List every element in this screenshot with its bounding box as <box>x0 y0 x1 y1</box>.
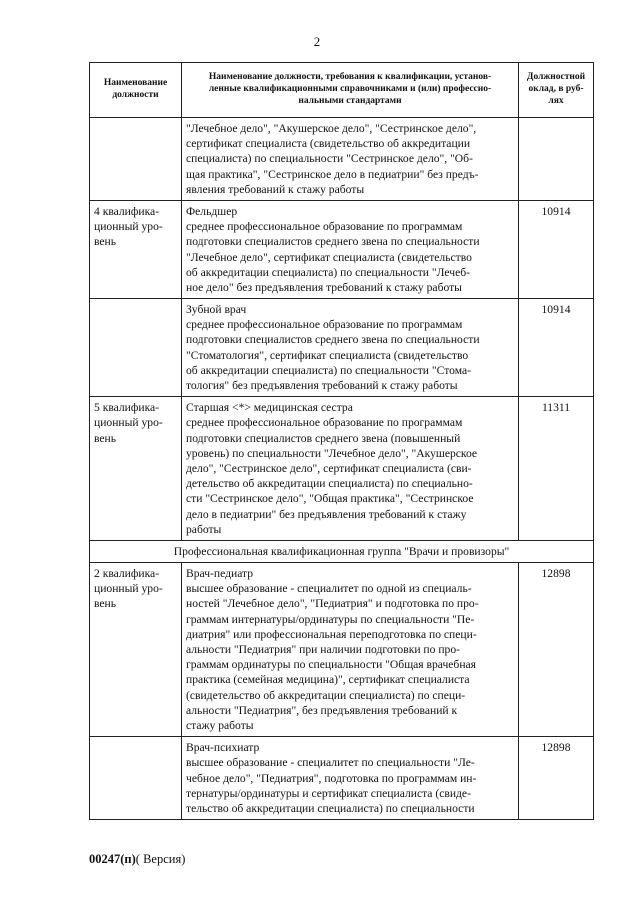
header-text-line: лях <box>548 95 564 106</box>
requirements-text-line: специалиста) по специальности "Сестринское дело", "Об- <box>186 152 473 166</box>
requirements-text-line: явления требований к стажу работы <box>186 182 365 196</box>
header-salary <box>519 63 594 118</box>
table-row <box>90 737 594 820</box>
requirements-text-line: работы <box>186 522 222 536</box>
professional-group-title: Профессиональная квалификационная группа "Врачи и провизоры" <box>90 540 594 562</box>
requirements-text-line: чебное дело", "Педиатрия", подготовка по программам ин- <box>186 771 477 785</box>
group-title-row <box>90 540 594 562</box>
requirements-text-line: Зубной врач <box>186 303 247 317</box>
qualification-level-line: ционный уро- <box>94 220 163 234</box>
table-row <box>90 397 594 541</box>
requirements-text-line: "Лечебное дело", сертификат специалиста (свидетельство <box>186 250 472 264</box>
requirements-text-line: стажу работы <box>186 718 254 732</box>
table-body <box>90 118 594 820</box>
qualification-level-cell <box>90 200 182 298</box>
header-text-line: Наименование должности, требования к квалификации, установ- <box>208 72 492 83</box>
position-requirements-cell <box>182 299 519 397</box>
requirements-text-line: среднее профессиональное образование по программам <box>186 416 463 430</box>
header-text-line: ленные квалификационными справочниками и (или) профессио- <box>208 84 492 95</box>
table-header-row <box>90 63 594 118</box>
document-version: ( Версия) <box>135 852 186 866</box>
table-row <box>90 118 594 201</box>
requirements-text-line: диатрия" или профессиональная переподготовка по специ- <box>186 627 477 641</box>
salary-cell <box>519 118 594 201</box>
requirements-text-line: альности "Педиатрия" при наличии подготовки по про- <box>186 643 460 656</box>
requirements-text-line: среднее профессиональное образование по программам <box>186 220 463 234</box>
qualification-level-cell <box>90 299 182 397</box>
requirements-text-line: Фельдшер <box>186 204 238 218</box>
salary-cell: 11311 <box>519 397 594 541</box>
requirements-text-line: среднее профессиональное образование по программам <box>186 318 463 332</box>
qualification-level-line: 5 квалифика- <box>94 401 160 415</box>
position-requirements-cell <box>182 563 519 737</box>
salary-cell: 10914 <box>519 200 594 298</box>
header-requirements <box>182 63 519 118</box>
qualification-level-line: вень <box>94 235 117 249</box>
requirements-text-line: тология" без предъявления требований к стажу работы <box>186 379 458 392</box>
header-text-line: оклад, в руб- <box>528 84 584 95</box>
requirements-text-line: граммам ординатуры по специальности "Общая врачебная <box>186 658 477 672</box>
requirements-text-line: подготовки специалистов среднего звена по специальности <box>186 333 480 347</box>
requirements-text-line: Старшая <*> медицинская сестра <box>186 401 353 415</box>
requirements-text-line: "Стоматология", сертификат специалиста (свидетельство <box>186 348 469 362</box>
requirements-text-line: (свидетельство об аккредитации специалиста) по специ- <box>186 688 466 702</box>
qualification-level-line: 4 квалифика- <box>94 204 160 218</box>
requirements-text-line: об аккредитации специалиста) по специальности "Стома- <box>186 363 471 377</box>
requirements-text-line: подготовки специалистов среднего звена (повышенный <box>186 431 461 445</box>
header-position-name <box>90 63 182 118</box>
requirements-text-line: высшее образование - специалитет по специальности "Ле- <box>186 756 475 770</box>
requirements-text-line: дело", "Сестринское дело", сертификат специалиста (сви- <box>186 461 472 475</box>
requirements-text-line: ностей "Лечебное дело", "Педиатрия" и подготовка по про- <box>186 597 479 611</box>
qualification-level-line: ционный уро- <box>94 582 163 596</box>
table-row <box>90 299 594 397</box>
requirements-text-line: сти "Сестринское дело", "Общая практика", "Сестринское <box>186 492 474 506</box>
requirements-text-line: дело в педиатрии" без предъявления требований к стажу <box>186 507 467 521</box>
requirements-text-line: щая практика", "Сестринское дело в педиатрии" без предъ- <box>186 167 479 181</box>
qualification-table <box>89 62 594 820</box>
header-text-line: нальными стандартами <box>298 95 402 106</box>
table-row <box>90 563 594 737</box>
document-code: 00247(п) <box>89 852 136 866</box>
header-text-line: Наименование <box>103 78 168 89</box>
requirements-text-line: детельство об аккредитации специалиста) по специально- <box>186 477 473 491</box>
position-requirements-cell <box>182 737 519 820</box>
qualification-level-cell <box>90 118 182 201</box>
requirements-text-line: подготовки специалистов среднего звена по специальности <box>186 235 480 249</box>
requirements-text-line: граммам интернатуры/ординатуры по специальности "Пе- <box>186 612 475 626</box>
position-requirements-cell <box>182 118 519 201</box>
requirements-text-line: Врач-психиатр <box>186 741 260 755</box>
header-text-line: Должностной <box>526 72 586 83</box>
position-requirements-cell <box>182 200 519 298</box>
table-row <box>90 200 594 298</box>
requirements-text-line: "Лечебное дело", "Акушерское дело", "Сестринское дело", <box>186 122 477 135</box>
position-requirements-cell <box>182 397 519 541</box>
document-footer <box>89 852 185 867</box>
requirements-text-line: тернатуры/ординатуры и сертификат специалиста (свиде- <box>186 786 471 800</box>
salary-cell: 12898 <box>519 563 594 737</box>
requirements-text-line: сертификат специалиста (свидетельство об аккредитации <box>186 137 471 151</box>
requirements-text-line: альности "Педиатрия", без предъявления требований к <box>186 703 458 717</box>
qualification-level-line: ционный уро- <box>94 416 163 430</box>
requirements-text-line: об аккредитации специалиста) по специальности "Лечеб- <box>186 265 471 279</box>
page-number: 2 <box>313 34 321 49</box>
requirements-text-line: практика (семейная медицина)", сертификат специалиста <box>186 673 470 687</box>
requirements-text-line: высшее образование - специалитет по одной из специаль- <box>186 582 472 596</box>
qualification-level-cell <box>90 563 182 737</box>
qualification-level-line: вень <box>94 431 117 445</box>
requirements-text-line: уровень) по специальности "Лечебное дело", "Акушерское <box>186 446 478 460</box>
qualification-level-cell <box>90 737 182 820</box>
requirements-text-line: ное дело" без предъявления требований к стажу работы <box>186 280 462 294</box>
salary-cell: 12898 <box>519 737 594 820</box>
requirements-text-line: тельство об аккредитации специалиста) по специальности <box>186 801 475 815</box>
salary-cell: 10914 <box>519 299 594 397</box>
header-text-line: должности <box>112 90 159 100</box>
qualification-level-line: 2 квалифика- <box>94 567 160 581</box>
requirements-text-line: Врач-педиатр <box>186 567 254 581</box>
qualification-level-line: вень <box>94 597 117 611</box>
qualification-level-cell <box>90 397 182 541</box>
